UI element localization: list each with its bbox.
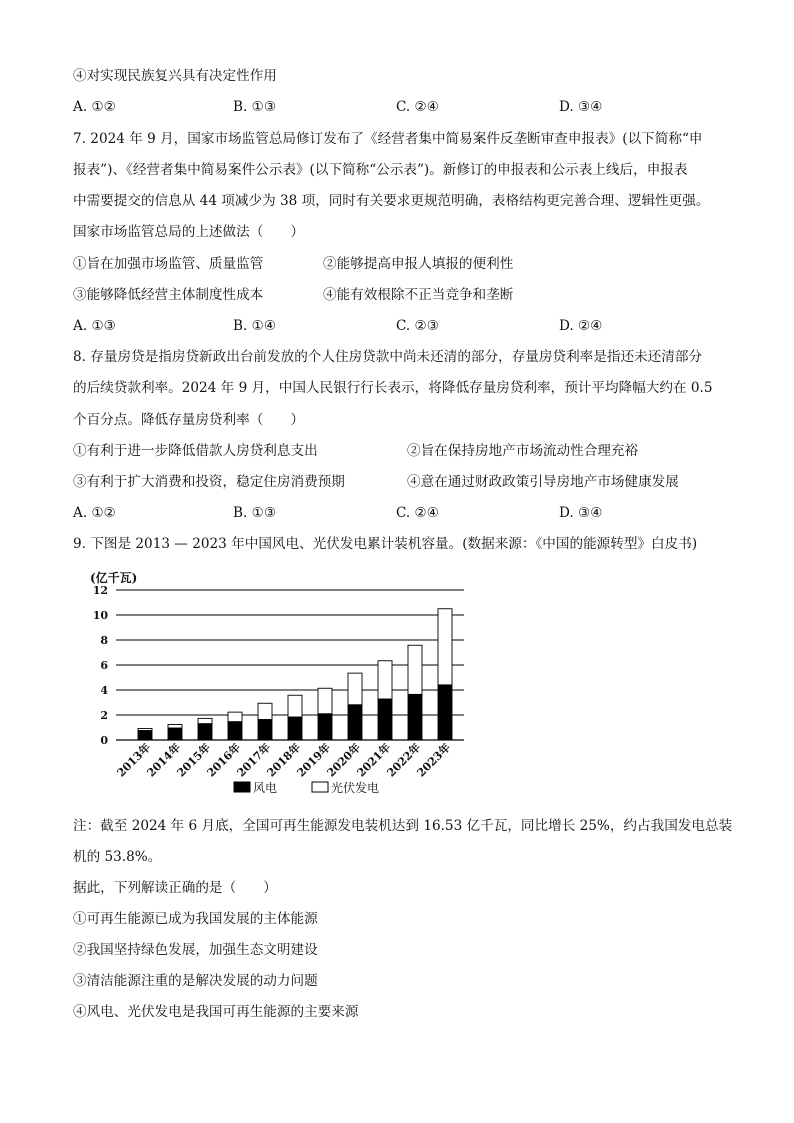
q7-item-2: ②能够提高申报人填报的便利性 — [323, 256, 514, 272]
q9-item-4: ④风电、光伏发电是我国可再生能源的主要来源 — [73, 1004, 359, 1020]
q8-option-d[interactable]: D. ③④ — [559, 505, 603, 521]
q7-option-b[interactable]: B. ①④ — [233, 318, 277, 334]
x-tick-label: 2015年 — [174, 740, 214, 780]
q8-option-a[interactable]: A. ①② — [73, 505, 116, 521]
q9-note-line-2: 机的 53.8%。 — [73, 849, 162, 865]
q7-stem-line-3: 中需要提交的信息从 44 项减少为 38 项，同时有关要求更规范明确，表格结构更完善合理、逻辑性更强。 — [73, 193, 710, 209]
q8-stem-line-2: 的后续贷款利率。2024 年 9 月，中国人民银行行长表示，将降低存量房贷利率，预计平均降幅大约在 0.5 — [73, 380, 713, 396]
bar-wind — [288, 717, 302, 740]
y-tick-label: 6 — [100, 659, 108, 672]
q7-item-1: ①旨在加强市场监管、质量监管 — [73, 256, 264, 272]
q8-item-2: ②旨在保持房地产市场流动性合理充裕 — [407, 443, 639, 459]
q7-stem-line-4: 国家市场监管总局的上述做法（ ） — [73, 224, 305, 240]
q8-item-4: ④意在通过财政政策引导房地产市场健康发展 — [407, 474, 679, 490]
bar-wind — [318, 714, 332, 740]
q8-option-b[interactable]: B. ①③ — [233, 505, 277, 521]
bar-wind — [378, 699, 392, 740]
chart-y-axis-label: (亿千瓦) — [90, 571, 138, 585]
legend-label: 风电 — [253, 781, 278, 795]
bar-solar — [288, 695, 302, 717]
bar-wind — [228, 722, 242, 740]
q8-item-3: ③有利于扩大消费和投资，稳定住房消费预期 — [73, 474, 345, 490]
bar-solar — [168, 725, 182, 729]
q9-item-2: ②我国坚持绿色发展，加强生态文明建设 — [73, 942, 318, 958]
bar-solar — [198, 718, 212, 723]
bar-solar — [228, 712, 242, 722]
legend-label: 光伏发电 — [331, 781, 380, 795]
q7-stem-line-1: 7. 2024 年 9 月，国家市场监管总局修订发布了《经营者集中简易案件反垄断审查申报表》(以下简称“申 — [73, 131, 703, 147]
legend-swatch — [234, 782, 250, 792]
q7-option-d[interactable]: D. ②④ — [559, 318, 603, 334]
y-tick-label: 10 — [92, 609, 108, 622]
bar-solar — [348, 673, 362, 705]
x-tick-label: 2020年 — [324, 740, 364, 780]
x-tick-label: 2018年 — [264, 740, 304, 780]
q6-option-c[interactable]: C. ②④ — [396, 99, 439, 115]
bar-solar — [438, 609, 452, 685]
bar-wind — [138, 731, 152, 741]
x-tick-label: 2021年 — [354, 740, 394, 780]
bar-solar — [138, 729, 152, 731]
y-tick-label: 4 — [100, 684, 108, 697]
q7-option-c[interactable]: C. ②③ — [396, 318, 439, 334]
q9-question: 据此，下列解读正确的是（ ） — [73, 880, 277, 896]
y-tick-label: 8 — [100, 634, 108, 647]
q6-item-4: ④对实现民族复兴具有决定性作用 — [73, 68, 277, 84]
q8-option-c[interactable]: C. ②④ — [396, 505, 439, 521]
bar-solar — [258, 703, 272, 719]
capacity-bar-chart — [84, 566, 484, 802]
x-tick-label: 2022年 — [384, 740, 424, 780]
q8-stem-line-3: 个百分点。降低存量房贷利率（ ） — [73, 412, 305, 428]
q6-option-b[interactable]: B. ①③ — [233, 99, 277, 115]
q7-stem-line-2: 报表”)、《经营者集中简易案件公示表》(以下简称“公示表”)。新修订的申报表和公示表上线后，申报表 — [73, 162, 688, 178]
y-tick-label: 0 — [100, 734, 108, 747]
x-tick-label: 2019年 — [294, 740, 334, 780]
q8-item-1: ①有利于进一步降低借款人房贷利息支出 — [73, 443, 318, 459]
q9-intro: 9. 下图是 2013 — 2023 年中国风电、光伏发电累计装机容量。(数据来源：《中国的能源转型》白皮书) — [73, 536, 698, 552]
q9-note-line-1: 注：截至 2024 年 6 月底，全国可再生能源发电装机达到 16.53 亿千瓦，同比增长 25%，约占我国发电总装 — [73, 818, 733, 834]
q7-item-4: ④能有效根除不正当竞争和垄断 — [323, 287, 514, 303]
bar-solar — [408, 645, 422, 694]
q7-item-3: ③能够降低经营主体制度性成本 — [73, 287, 264, 303]
q7-option-a[interactable]: A. ①③ — [73, 318, 116, 334]
x-tick-label: 2017年 — [234, 740, 274, 780]
legend-swatch — [312, 782, 328, 792]
q6-option-d[interactable]: D. ③④ — [559, 99, 603, 115]
q9-item-1: ①可再生能源已成为我国发展的主体能源 — [73, 911, 318, 927]
x-tick-label: 2013年 — [114, 740, 154, 780]
q6-option-a[interactable]: A. ①② — [73, 99, 116, 115]
x-tick-label: 2014年 — [144, 740, 184, 780]
bar-wind — [198, 724, 212, 740]
q8-stem-line-1: 8. 存量房贷是指房贷新政出台前发放的个人住房贷款中尚未还清的部分，存量房贷利率是指还未还清部分 — [73, 349, 703, 365]
bar-wind — [258, 720, 272, 741]
bar-wind — [348, 705, 362, 740]
x-tick-label: 2023年 — [414, 740, 454, 780]
bar-solar — [318, 688, 332, 714]
bar-wind — [168, 728, 182, 740]
y-tick-label: 2 — [100, 709, 108, 722]
x-tick-label: 2016年 — [204, 740, 244, 780]
q9-item-3: ③清洁能源注重的是解决发展的动力问题 — [73, 973, 318, 989]
bar-wind — [408, 694, 422, 740]
bar-solar — [378, 661, 392, 699]
bar-wind — [438, 685, 452, 740]
y-tick-label: 12 — [92, 584, 108, 597]
